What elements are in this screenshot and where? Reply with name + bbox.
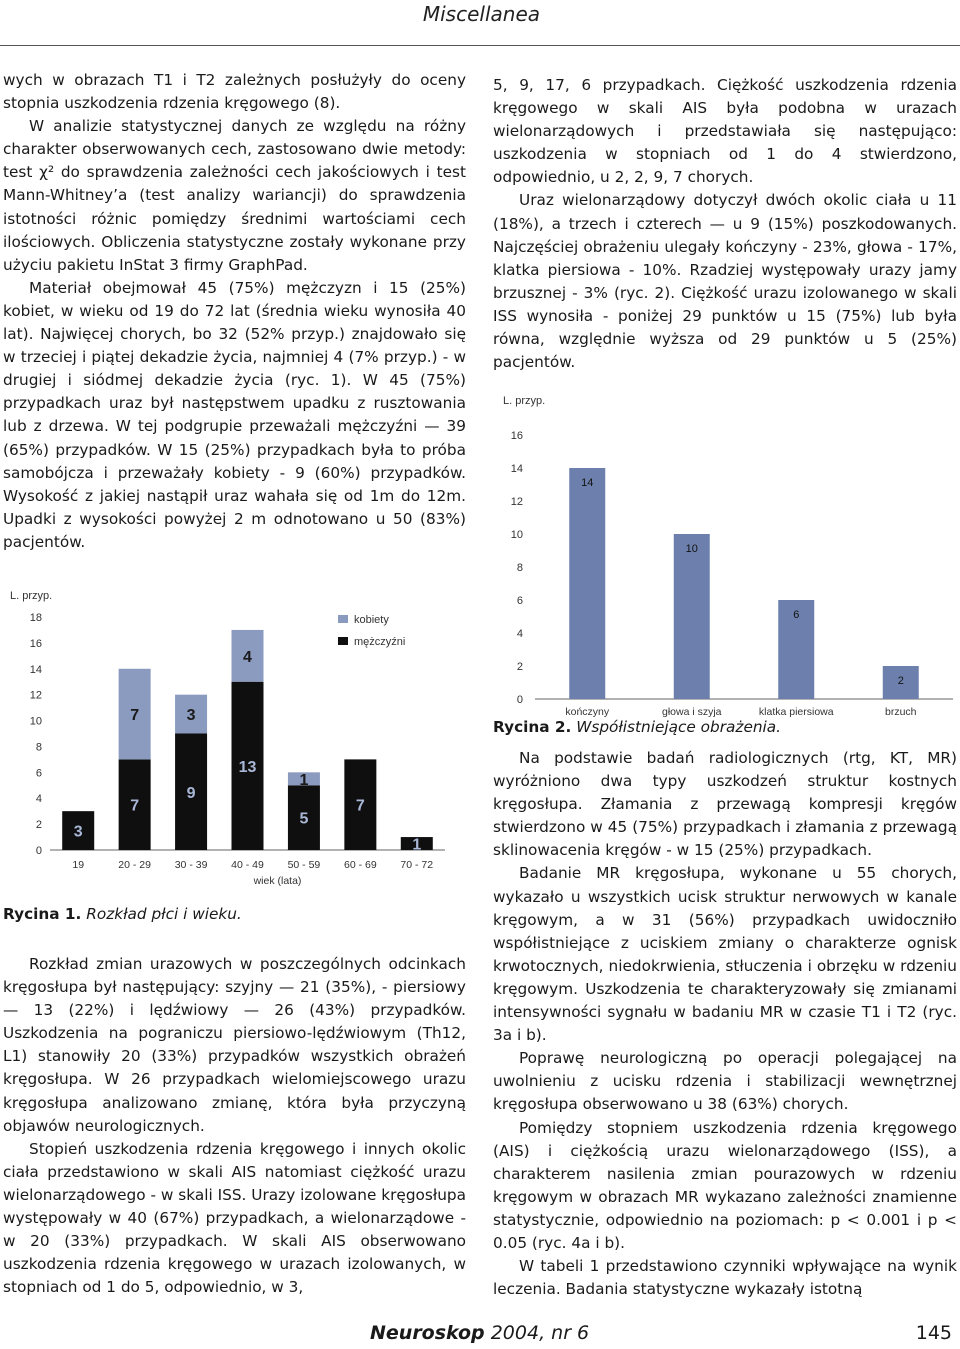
legend-swatch-women (338, 615, 348, 623)
y-tick-label: 4 (516, 628, 523, 640)
x-axis-label: wiek (lata) (253, 875, 302, 887)
x-tick-label: klatka piersiowa (758, 706, 834, 718)
y-tick-label: 14 (510, 463, 523, 475)
x-tick-label: 60 - 69 (344, 859, 377, 871)
section-title: Miscellanea (422, 2, 540, 26)
legend-swatch-men (338, 637, 348, 645)
data-label-men: 1 (412, 836, 422, 854)
bar (674, 534, 710, 699)
y-tick-label: 10 (29, 715, 42, 728)
data-label-women: 1 (299, 771, 309, 789)
left-column-top (3, 69, 466, 554)
bar (569, 468, 605, 699)
journal-name: Neuroskop (370, 1322, 485, 1344)
data-label-men: 7 (355, 797, 365, 815)
paragraph: Na podstawie badań radiologicznych (rtg, KT, MR) wyróżniono dwa typy uszkodzeń struktur kostnych kręgosłupa. Złamania z przewagą kompresji kręgów stwierdzono w 45 (75%) przypadkach i złamania z przewagą sklinowacenia kręgów - w 15 (25%) przypadkach. (493, 749, 957, 860)
y-tick-label: 10 (510, 529, 523, 541)
y-tick-label: 0 (35, 845, 42, 857)
y-tick-label: 16 (510, 430, 523, 442)
x-tick-label: 50 - 59 (287, 859, 321, 871)
x-tick-label: kończyny (565, 706, 610, 718)
figure-1-caption (3, 905, 242, 923)
y-tick-label: 4 (35, 793, 42, 806)
paragraph: W analizie statystycznej danych ze względu na różny charakter obserwowanych cech, zastosowano dwie metody: test χ² do sprawdzenia zależności cech jakościowych i test Mann-Whitney’a (test analizy wariancji) do sprawdzenia istotności różnic pomiędzy średnimi wartościami cech ilościowych. Obliczenia statystyczne zostały wykonane przy użyciu pakietu InStat 3 firmy GraphPad. (3, 117, 466, 274)
legend-label-women: kobiety (354, 614, 389, 626)
data-label-men: 5 (299, 810, 309, 828)
data-label: 6 (793, 609, 800, 621)
data-label: 2 (897, 675, 904, 687)
figure-2-caption (493, 718, 781, 736)
page-header (0, 0, 960, 46)
x-tick-label: głowa i szyja (661, 706, 722, 718)
data-label-men: 9 (186, 784, 196, 802)
y-tick-label: 12 (510, 496, 523, 508)
figure-2-chart (493, 390, 960, 718)
page-number: 145 (915, 1322, 952, 1344)
figure-2-label: Rycina 2. (493, 718, 572, 736)
left-column-bottom (3, 953, 466, 1299)
paragraph: W tabeli 1 przedstawiono czynniki wpływające na wynik leczenia. Badania statystyczne wykazały istotną (493, 1257, 957, 1299)
figure-1-svg (0, 585, 470, 895)
x-tick-label: 70 - 72 (400, 859, 434, 871)
paragraph: Stopień uszkodzenia rdzenia kręgowego i innych okolic ciała przedstawiono w skali AIS natomiast ciężkość urazu wielonarządowego - w skali ISS. Urazy izolowane kręgosłupa występowały w 40 (67%) przypadkach, a wielonarządowe - w 20 (33%) przypadkach. W skali AIS obserwowano uszkodzenia rdzenia kręgowego w urazach izolowanych, w stopniach od 1 do 5, odpowiednio, w 3, (3, 1139, 466, 1297)
figure-1-chart (0, 585, 470, 895)
data-label-men: 7 (130, 797, 140, 815)
right-column-bottom (493, 747, 957, 1301)
paragraph: Uraz wielonarządowy dotyczył dwóch okolic ciała u 11 (18%), a trzech i czterech — u 9 (15%) poszkodowanych. Najczęściej obrażeniu ulegały kończyny - 23%, głowa - 17%, klatka piersiowa - 10%. Rzadziej występowały urazy jamy brzusznej - 3% (ryc. 2). Ciężkość urazu izolowanego w skali ISS wynosiła - poniżej 29 punktów u 15 (75%) lub była równa, względnie wyższa od 29 punktów u 5 (25%) pacjentów. (493, 191, 957, 372)
paragraph: Materiał obejmował 45 (75%) mężczyzn i 15 (25%) kobiet, w wieku od 19 do 72 lat (średnia wieku wynosiła 40 lat). Najwięcej chorych, bo 32 (52% przyp.) znajdowało się w trzeciej i piątej dekadzie życia, najmniej 4 (7% przyp.) - w drugiej i siódmej dekadzie życia (ryc. 1). W 45 (75%) przypadkach uraz był następstwem upadku z rusztowania lub z drzewa. W tej podgrupie przeważali mężczyźni — 39 (65%) przypadków. W 15 (25%) przypadkach była to próba samobójcza i przeważały kobiety - 9 (60%) przypadków. Wysokość z jakiej nastąpił uraz wahała się od 1m do 12m. Upadki z wysokości powyżej 2 m odnotowano u 50 (83%) pacjentów. (3, 278, 466, 551)
figure-1-label: Rycina 1. (3, 905, 82, 923)
y-axis-label: L. przyp. (10, 590, 53, 602)
data-label-women: 4 (243, 648, 252, 666)
paragraph: Badanie MR kręgosłupa, wykonane u 55 chorych, wykazało u wszystkich ucisk struktur nerwowych w kanale kręgowym, a w 31 (56%) przypadkach uwidoczniło współistniejące z uciskiem zmiany o charakterze ognisk krwotocznych, niedokrwienia, stłuczenia i obrzęku w rdzeniu kręgowym. Uszkodzenia te charakteryzowały się zmianami intensywności sygnału w badaniu MR w czasie T1 i T2 (ryc. 3a i b). (493, 864, 957, 1045)
legend-label-men: mężczyźni (354, 636, 406, 648)
paragraph: Pomiędzy stopniem uszkodzenia rdzenia kręgowego (AIS) i ciężkością urazu wielonarządowego (ISS), a charakterem nasilenia zmian pourazowych w rdzeniu kręgowym w obrazach MR wykazano zależności znamienne statystycznie, odpowiednio na poziomach: p < 0.001 i p < 0.05 (ryc. 4a i b). (493, 1118, 957, 1252)
y-tick-label: 0 (516, 694, 523, 706)
data-label: 10 (685, 543, 698, 555)
data-label-women: 3 (186, 707, 196, 725)
data-label-men: 13 (238, 758, 257, 776)
y-tick-label: 14 (29, 663, 42, 676)
figure-1-text: Rozkład płci i wieku. (86, 905, 242, 923)
x-tick-label: 30 - 39 (174, 859, 208, 871)
x-tick-label: 40 - 49 (231, 859, 264, 871)
y-tick-label: 12 (29, 689, 42, 702)
y-tick-label: 18 (29, 612, 42, 624)
x-tick-label: 19 (72, 859, 85, 871)
paragraph: wych w obrazach T1 i T2 zależnych posłużyły do oceny stopnia uszkodzenia rdzenia kręgowego (8). (3, 71, 466, 113)
y-tick-label: 8 (516, 562, 523, 574)
y-tick-label: 6 (35, 767, 42, 780)
journal-issue: 2004, nr 6 (490, 1322, 590, 1344)
figure-2-text: Współistniejące obrażenia. (576, 718, 782, 736)
header-rule (0, 45, 960, 46)
y-axis-label: L. przyp. (503, 395, 546, 407)
y-tick-label: 2 (35, 819, 42, 832)
journal-footer (370, 1322, 589, 1344)
paragraph: Poprawę neurologiczną po operacji polegającej na uwolnieniu z ucisku rdzenia i stabilizacji wewnętrznej kręgosłupa obserwowano u 38 (63%) chorych. (493, 1049, 957, 1114)
x-tick-label: 20 - 29 (118, 859, 151, 871)
data-label-men: 3 (73, 823, 83, 841)
right-column-top (493, 74, 957, 374)
paragraph: 5, 9, 17, 6 przypadkach. Ciężkość uszkodzenia rdzenia kręgowego w skali AIS była podobna w urazach wielonarządowych i przedstawiała się następująco: uszkodzenia w stopniach od 1 do 4 stwierdzono, odpowiednio, u 2, 2, 9, 7 chorych. (493, 76, 957, 187)
x-tick-label: brzuch (884, 706, 917, 718)
y-tick-label: 2 (516, 661, 523, 673)
paragraph: Rozkład zmian urazowych w poszczególnych odcinkach kręgosłupa był następujący: szyjny — 21 (35%), - piersiowy — 13 (22%) i lędźwiowy — 26 (43%) przypadków. Uszkodzenia na pograniczu piersiowo-lędźwiowym (Th12, L1) stanowiły 20 (33%) przypadków wszystkich obrażeń kręgosłupa. W 26 przypadkach wielomiejscowego urazu kręgosłupa analizowano zmianę, która była przyczyną objawów neurologicznych. (3, 955, 466, 1135)
data-label: 14 (581, 477, 594, 489)
figure-2-svg (493, 390, 960, 718)
data-label-women: 7 (130, 707, 140, 725)
y-tick-label: 16 (29, 637, 42, 650)
y-tick-label: 6 (516, 595, 523, 607)
y-tick-label: 8 (35, 741, 42, 754)
